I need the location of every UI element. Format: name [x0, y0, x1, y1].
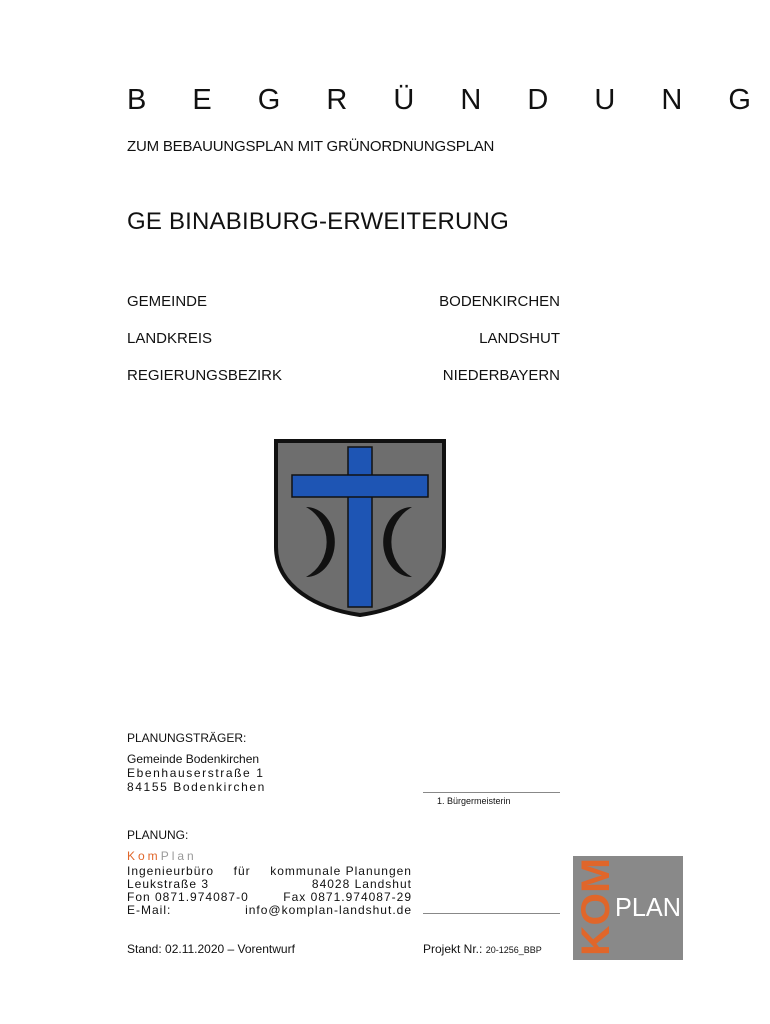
- planung-row-1-b: für: [233, 864, 251, 878]
- planung-row-1-c: kommunale Planungen: [270, 864, 412, 878]
- landkreis-label: LANDKREIS: [127, 330, 213, 347]
- project-name: GE BINABIBURG-ERWEITERUNG: [127, 208, 509, 235]
- logo-plan-text: PLAN: [615, 892, 681, 922]
- planung-row-2-a: Leukstraße 3: [127, 877, 210, 891]
- traeger-line-2: Ebenhauserstraße 1: [127, 766, 265, 780]
- planung-heading: PLANUNG:: [127, 828, 189, 842]
- project-number: [423, 942, 542, 956]
- signature-line-planung: [423, 913, 560, 914]
- planung-row-4-b: info@komplan-landshut.de: [245, 903, 412, 917]
- signature-line-buergermeisterin: [423, 792, 560, 793]
- project-number-label: Projekt Nr.:: [423, 942, 486, 956]
- komplan-logo: [573, 856, 683, 960]
- komplan-name-kom: Kom: [127, 849, 161, 863]
- gemeinde-value: BODENKIRCHEN: [439, 293, 560, 310]
- planungstraeger-heading: PLANUNGSTRÄGER:: [127, 731, 247, 745]
- coat-of-arms-image: [272, 437, 448, 617]
- komplan-logo-graphic: [573, 856, 683, 960]
- regierungsbezirk-value: NIEDERBAYERN: [442, 367, 560, 384]
- regierungsbezirk-label: REGIERUNGSBEZIRK: [127, 367, 283, 384]
- landkreis-value: LANDSHUT: [479, 330, 560, 347]
- komplan-name-plan: Plan: [160, 849, 197, 863]
- komplan-name: [127, 849, 197, 863]
- planung-row-3-b: Fax 0871.974087-29: [283, 890, 412, 904]
- document-title: B E G R Ü N D U N G: [127, 84, 770, 116]
- traeger-line-3: 84155 Bodenkirchen: [127, 780, 266, 794]
- stand-date: Stand: 02.11.2020 – Vorentwurf: [127, 942, 295, 956]
- traeger-line-1: Gemeinde Bodenkirchen: [127, 752, 260, 766]
- planung-row-1-a: Ingenieurbüro: [127, 864, 215, 878]
- planung-row-3-a: Fon 0871.974087-0: [127, 890, 249, 904]
- planung-row-2-b: 84028 Landshut: [311, 877, 412, 891]
- planung-row-4-a: E-Mail:: [127, 903, 172, 917]
- signature-caption: 1. Bürgermeisterin: [437, 796, 511, 806]
- logo-kom-text: KOM: [574, 862, 618, 956]
- planung-row-4: [127, 904, 412, 917]
- gemeinde-label: GEMEINDE: [127, 293, 208, 310]
- document-subtitle: ZUM BEBAUUNGSPLAN MIT GRÜNORDNUNGSPLAN: [127, 138, 495, 155]
- project-number-value: 20-1256_BBP: [485, 945, 542, 955]
